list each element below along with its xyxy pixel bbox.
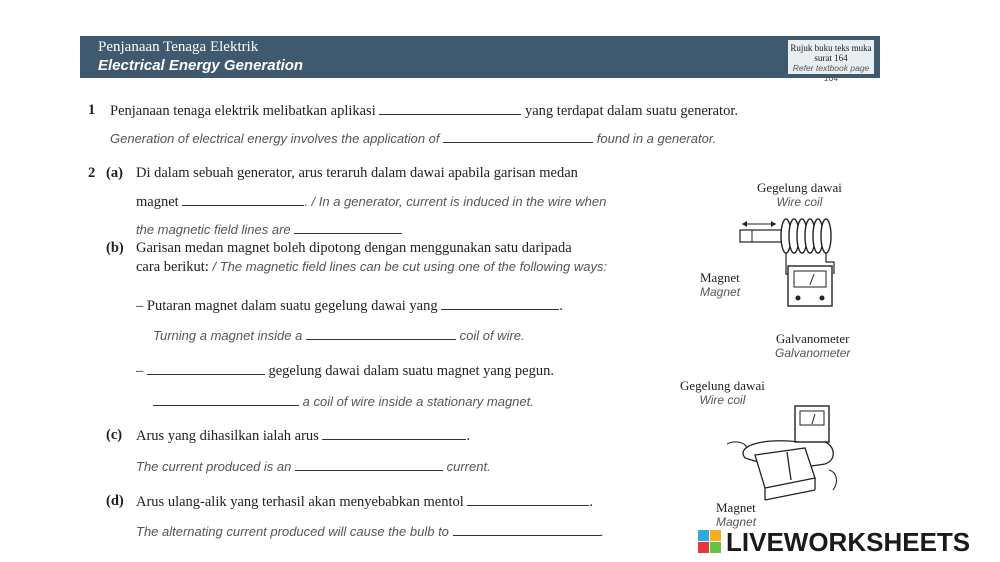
q2a-line3: the magnetic field lines are [136,221,402,237]
label-magnet-2: Magnet Magnet [716,500,757,529]
galvanometer-1 [788,266,832,306]
q1-blank-1[interactable] [379,102,521,115]
section-header [80,36,880,83]
q2b-item1-en: Turning a magnet inside a coil of wire. [153,328,525,343]
reference-ms: Rujuk buku teks muka surat 164 [790,43,872,63]
q2b-item2-blank-en[interactable] [153,393,299,406]
q2d-blank-en[interactable] [453,523,601,536]
label-wire-coil-1: Gegelung dawai Wire coil [757,180,842,209]
q2a-blank[interactable] [182,193,304,206]
liveworksheets-logo [698,527,998,559]
reference-en: Refer textbook page 164 [792,63,870,83]
q2b-item1-blank-en[interactable] [306,327,456,340]
brand-text: LIVEWORKSHEETS [726,527,971,557]
q2c-ms: Arus yang dihasilkan ialah arus . [136,428,471,444]
q2c-blank[interactable] [322,427,466,440]
galvanometer-2 [795,406,829,442]
hand-right [829,470,836,490]
q2b-item2-ms: – gegelung dawai dalam suatu magnet yang pegun. [136,363,554,379]
header-title-en: Electrical Energy Generation [98,57,304,74]
q2b-item2-blank[interactable] [147,362,265,375]
q2a-blank-en[interactable] [294,221,402,234]
q2b-item1-blank[interactable] [441,297,559,310]
label-magnet-1: Magnet Magnet [700,270,741,299]
q1-text-en: Generation of electrical energy involves the application of found in a generator. [110,131,717,146]
q2d-en: The alternating current produced will cause the bulb to . [136,524,605,539]
q2c-en: The current produced is an current. [136,459,491,474]
q2b-line2: cara berikut: / The magnetic field lines can be cut using one of the following ways: [136,259,608,275]
q2d-blank[interactable] [467,493,589,506]
q1-number: 1 [88,102,96,118]
generator-diagram-1 [730,210,870,320]
liveworksheets-icon [698,530,722,554]
label-wire-coil-2: Gegelung dawai Wire coil [680,378,765,407]
header-title-ms: Penjanaan Tenaga Elektrik [98,39,259,55]
q1-blank-2[interactable] [443,130,593,143]
wire-coil [781,219,831,253]
q1-text-ms: Penjanaan tenaga elektrik melibatkan aplikasi yang terdapat dalam suatu generator. [110,103,738,119]
textbook-reference [788,40,874,83]
q2b-label: (b) [106,240,124,256]
q2b-line1: Garisan medan magnet boleh dipotong dengan menggunakan satu daripada [136,240,572,256]
q2d-label: (d) [106,493,124,509]
q2c-label: (c) [106,427,123,443]
q2a-line1: Di dalam sebuah generator, arus teraruh dalam dawai apabila garisan medan [136,165,578,181]
u-magnet [755,448,815,500]
q2d-ms: Arus ulang-alik yang terhasil akan menyebabkan mentol . [136,494,594,510]
q2c-blank-en[interactable] [295,458,443,471]
hand-left [727,442,747,448]
q2a-label: (a) [106,165,123,181]
q2-number: 2 [88,165,96,181]
label-galvanometer: Galvanometer Galvanometer [775,331,851,360]
q2a-line2: magnet . / In a generator, current is induced in the wire when [136,194,607,210]
q2b-item1-ms: – Putaran magnet dalam suatu gegelung dawai yang . [136,298,563,314]
generator-diagram-2 [725,400,865,505]
q2b-item2-en: a coil of wire inside a stationary magnet. [153,393,534,409]
